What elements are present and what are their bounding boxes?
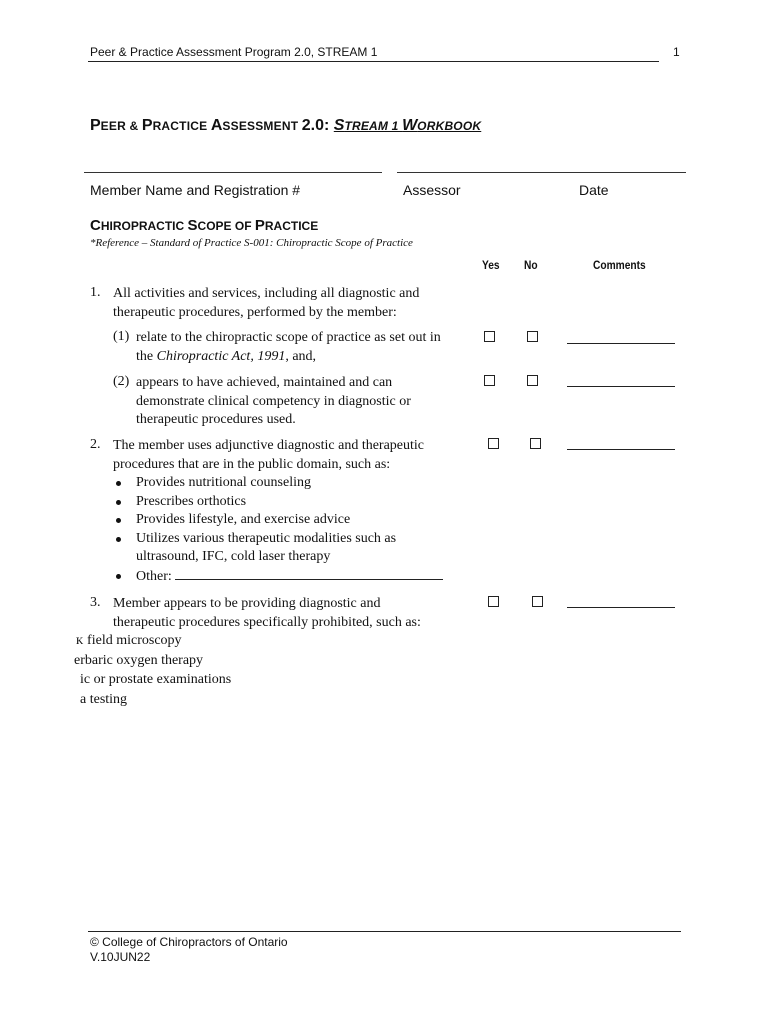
page-number: 1 bbox=[673, 45, 680, 59]
list-item: a testing bbox=[80, 691, 128, 707]
comments-field[interactable] bbox=[567, 386, 675, 387]
comments-field[interactable] bbox=[567, 449, 675, 450]
running-header-title: Peer & Practice Assessment Program 2.0, STREAM 1 bbox=[90, 45, 378, 59]
yes-checkbox[interactable] bbox=[488, 438, 499, 449]
prohibited-procedures-list bbox=[0, 631, 231, 709]
list-item-continuation: ultrasound, IFC, cold laser therapy bbox=[136, 549, 331, 564]
member-name-label: Member Name and Registration # bbox=[90, 182, 301, 198]
no-checkbox[interactable] bbox=[530, 438, 541, 449]
item-3-text: Member appears to be providing diagnostic and therapeutic procedures specifically prohibited, such as: bbox=[113, 596, 421, 630]
bullet-icon bbox=[116, 500, 121, 505]
header-rule bbox=[88, 61, 659, 62]
section-heading: CHIROPRACTIC SCOPE OF PRACTICE bbox=[90, 217, 319, 234]
sub-item-number: (1) bbox=[113, 329, 130, 344]
bullet-icon bbox=[116, 481, 121, 486]
list-item: ᴋ field microscopy bbox=[76, 633, 182, 648]
item-number: 2. bbox=[90, 437, 101, 452]
bullet-icon bbox=[116, 537, 121, 542]
list-item: Provides lifestyle, and exercise advice bbox=[114, 511, 464, 530]
comments-field[interactable] bbox=[567, 343, 675, 344]
column-header-yes: Yes bbox=[482, 258, 500, 272]
other-input-line[interactable] bbox=[175, 567, 443, 580]
item-1-text: All activities and services, including all diagnostic and therapeutic procedures, performed by the member: bbox=[113, 286, 420, 320]
item-1-sub-2-text: appears to have achieved, maintained and can demonstrate clinical competency in diagnostic or therapeutic procedures used. bbox=[136, 375, 411, 427]
adjunctive-procedures-list bbox=[114, 474, 464, 586]
page-footer bbox=[90, 935, 288, 965]
assessor-label: Assessor bbox=[403, 182, 461, 198]
workbook-title: PEER & PRACTICE ASSESSMENT 2.0: STREAM 1 WORKBOOK bbox=[90, 117, 482, 134]
footer-rule bbox=[88, 931, 681, 932]
bullet-icon bbox=[116, 574, 121, 579]
yes-checkbox[interactable] bbox=[484, 331, 495, 342]
item-number: 1. bbox=[90, 285, 101, 300]
list-item-other: Other: bbox=[114, 567, 464, 587]
sub-item-number: (2) bbox=[113, 374, 130, 389]
list-item: ic or prostate examinations bbox=[80, 672, 232, 687]
no-checkbox[interactable] bbox=[527, 331, 538, 342]
list-item: Prescribes orthotics bbox=[114, 493, 464, 512]
date-label: Date bbox=[579, 182, 609, 198]
document-version: V.10JUN22 bbox=[90, 950, 151, 964]
no-checkbox[interactable] bbox=[527, 375, 538, 386]
yes-checkbox[interactable] bbox=[488, 596, 499, 607]
list-item: Utilizes various therapeutic modalities such as bbox=[114, 530, 464, 549]
bullet-icon bbox=[116, 518, 121, 523]
yes-checkbox[interactable] bbox=[484, 375, 495, 386]
comments-field[interactable] bbox=[567, 607, 675, 608]
item-1-sub-1-text: relate to the chiropractic scope of practice as set out in the Chiropractic Act, 1991, and, bbox=[136, 330, 441, 364]
no-checkbox[interactable] bbox=[532, 596, 543, 607]
assessor-date-signature-line[interactable] bbox=[397, 172, 686, 173]
column-header-no: No bbox=[524, 258, 538, 272]
list-item: erbaric oxygen therapy bbox=[74, 652, 204, 668]
list-item: Provides nutritional counseling bbox=[114, 474, 464, 493]
column-header-comments: Comments bbox=[593, 258, 646, 272]
copyright-notice: © College of Chiropractors of Ontario bbox=[90, 935, 288, 949]
reference-note: *Reference – Standard of Practice S-001: Chiropractic Scope of Practice bbox=[90, 237, 413, 249]
item-number: 3. bbox=[90, 595, 101, 610]
member-signature-line[interactable] bbox=[84, 172, 382, 173]
item-2-text: The member uses adjunctive diagnostic and therapeutic procedures that are in the public domain, such as: bbox=[113, 438, 425, 472]
